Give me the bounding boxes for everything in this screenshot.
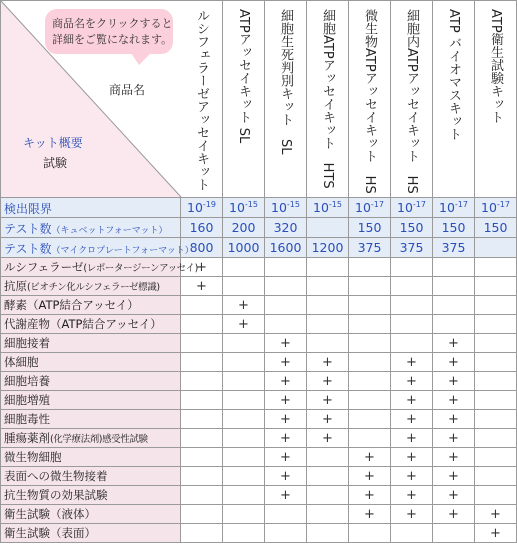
plus-mark: + [406, 354, 417, 370]
plus-mark: + [322, 430, 333, 446]
applicability-cell [307, 410, 349, 429]
cuvette-test-count: 150 [433, 218, 475, 238]
applicability-cell [265, 391, 307, 410]
applicability-cell [181, 315, 223, 334]
test-label-cell [1, 429, 181, 448]
plus-mark: + [490, 525, 501, 541]
applicability-cell [349, 486, 391, 505]
product-link[interactable]: 細胞内ATPアッセイキット HS [404, 9, 419, 194]
detection-exponent: -17 [496, 199, 510, 209]
test-label-cell [1, 467, 181, 486]
applicability-cell [265, 258, 307, 277]
plus-mark: + [238, 316, 249, 332]
microplate-test-count: 375 [349, 238, 391, 258]
detection-limit-cell [265, 198, 307, 218]
detection-exponent: -15 [244, 199, 258, 209]
detection-base: 10 [313, 200, 329, 216]
test-row [1, 296, 517, 315]
applicability-cell [265, 505, 307, 524]
applicability-cell [475, 353, 517, 372]
test-row [1, 353, 517, 372]
plus-mark: + [448, 449, 459, 465]
applicability-cell [181, 410, 223, 429]
applicability-cell [265, 296, 307, 315]
cuvette-test-count: 320 [265, 218, 307, 238]
plus-mark: + [196, 259, 207, 275]
applicability-cell [181, 277, 223, 296]
detection-exponent: -17 [412, 199, 426, 209]
detection-exponent: -17 [370, 199, 384, 209]
applicability-cell [265, 410, 307, 429]
test-label: 細胞培養 [4, 374, 50, 388]
applicability-cell [391, 429, 433, 448]
detection-exponent: -17 [454, 199, 468, 209]
test-row [1, 505, 517, 524]
applicability-cell [433, 448, 475, 467]
detection-limit-cell [307, 198, 349, 218]
cuvette-test-count: 150 [391, 218, 433, 238]
detection-exponent: -15 [286, 199, 300, 209]
test-label-cell [1, 448, 181, 467]
plus-mark: + [280, 468, 291, 484]
test-row [1, 429, 517, 448]
plus-mark: + [280, 411, 291, 427]
plus-mark: + [322, 373, 333, 389]
test-label: 試験 [43, 156, 68, 170]
applicability-cell [223, 315, 265, 334]
product-link[interactable]: ATPアッセイキット SL [236, 9, 251, 144]
plus-mark: + [406, 506, 417, 522]
product-header-cell [181, 1, 223, 198]
detection-limit-label: 検出限界 [1, 198, 181, 218]
applicability-cell [265, 524, 307, 543]
plus-mark: + [406, 373, 417, 389]
applicability-cell [265, 334, 307, 353]
test-label: ルシフェラーゼ [4, 260, 84, 274]
applicability-cell [307, 391, 349, 410]
applicability-cell [265, 372, 307, 391]
applicability-cell [349, 391, 391, 410]
test-label-cell [1, 277, 181, 296]
applicability-cell [181, 296, 223, 315]
applicability-cell [391, 505, 433, 524]
applicability-cell [475, 429, 517, 448]
microplate-test-count: 375 [391, 238, 433, 258]
applicability-cell [265, 429, 307, 448]
applicability-cell [475, 296, 517, 315]
applicability-cell [265, 448, 307, 467]
applicability-cell [433, 296, 475, 315]
plus-mark: + [238, 297, 249, 313]
applicability-cell [223, 486, 265, 505]
applicability-cell [181, 429, 223, 448]
applicability-cell [349, 315, 391, 334]
detection-limit-cell [181, 198, 223, 218]
plus-mark: + [364, 487, 375, 503]
plus-mark: + [280, 354, 291, 370]
plus-mark: + [280, 392, 291, 408]
product-header-cell [265, 1, 307, 198]
plus-mark: + [448, 392, 459, 408]
applicability-cell [433, 334, 475, 353]
plus-mark: + [448, 354, 459, 370]
applicability-cell [307, 353, 349, 372]
applicability-cell [223, 429, 265, 448]
applicability-cell [307, 486, 349, 505]
microplate-test-count: 800 [181, 238, 223, 258]
test-row [1, 467, 517, 486]
applicability-cell [349, 353, 391, 372]
applicability-cell [475, 277, 517, 296]
detection-limit-cell [391, 198, 433, 218]
plus-mark: + [280, 373, 291, 389]
plus-mark: + [448, 373, 459, 389]
test-row [1, 372, 517, 391]
plus-mark: + [322, 411, 333, 427]
plus-mark: + [364, 506, 375, 522]
test-label-cell [1, 372, 181, 391]
applicability-cell [223, 258, 265, 277]
applicability-cell [223, 353, 265, 372]
detection-base: 10 [187, 200, 203, 216]
applicability-cell [307, 467, 349, 486]
microplate-test-count: 1600 [265, 238, 307, 258]
plus-mark: + [406, 392, 417, 408]
detection-base: 10 [229, 200, 245, 216]
applicability-cell [181, 448, 223, 467]
applicability-cell [181, 467, 223, 486]
test-row [1, 448, 517, 467]
applicability-cell [349, 334, 391, 353]
test-row [1, 258, 517, 277]
applicability-cell [433, 353, 475, 372]
plus-mark: + [448, 411, 459, 427]
plus-mark: + [364, 468, 375, 484]
test-label-cell [1, 505, 181, 524]
test-row [1, 315, 517, 334]
applicability-cell [349, 258, 391, 277]
test-label-cell [1, 524, 181, 543]
detection-base: 10 [397, 200, 413, 216]
product-link[interactable]: ルシフェラーゼアッセイキット [194, 9, 209, 191]
applicability-cell [181, 353, 223, 372]
applicability-cell [475, 410, 517, 429]
applicability-cell [349, 296, 391, 315]
applicability-cell [223, 296, 265, 315]
plus-mark: + [280, 449, 291, 465]
plus-mark: + [406, 468, 417, 484]
applicability-cell [475, 467, 517, 486]
cuvette-test-count: 150 [475, 218, 517, 238]
detection-limit-cell [475, 198, 517, 218]
cuvette-tests-label: テスト数（キュベットフォーマット） [1, 218, 181, 238]
product-header-cell [475, 1, 517, 198]
applicability-cell [307, 296, 349, 315]
product-name-label: 商品名 [109, 83, 146, 97]
test-label-cell [1, 410, 181, 429]
applicability-cell [181, 334, 223, 353]
microplate-test-count: 1200 [307, 238, 349, 258]
applicability-cell [475, 524, 517, 543]
test-label: 微生物細胞 [4, 450, 62, 464]
applicability-cell [349, 277, 391, 296]
applicability-cell [307, 448, 349, 467]
microplate-test-count [475, 238, 517, 258]
applicability-cell [181, 505, 223, 524]
applicability-cell [223, 448, 265, 467]
test-label-cell [1, 315, 181, 334]
plus-mark: + [448, 468, 459, 484]
applicability-cell [307, 372, 349, 391]
plus-mark: + [322, 392, 333, 408]
applicability-cell [265, 277, 307, 296]
product-link[interactable]: 細胞生死判別キット SL [278, 9, 293, 155]
test-label: 細胞毒性 [4, 412, 50, 426]
test-label-note: (レポータージーンアッセイ) [83, 263, 198, 274]
applicability-cell [433, 410, 475, 429]
applicability-cell [307, 277, 349, 296]
applicability-cell [181, 524, 223, 543]
applicability-cell [349, 429, 391, 448]
test-label-cell [1, 486, 181, 505]
plus-mark: + [448, 430, 459, 446]
test-label: 細胞接着 [4, 336, 50, 350]
applicability-cell [307, 524, 349, 543]
applicability-cell [223, 410, 265, 429]
applicability-cell [349, 410, 391, 429]
applicability-cell [475, 505, 517, 524]
test-label: 体細胞 [4, 355, 39, 369]
applicability-cell [475, 391, 517, 410]
test-label-cell [1, 296, 181, 315]
applicability-cell [475, 486, 517, 505]
hint-line-2: 詳細をご覧になれます。 [52, 33, 173, 46]
plus-mark: + [196, 278, 207, 294]
applicability-cell [391, 410, 433, 429]
test-label-note: (化学療法剤)感受性試験 [50, 434, 148, 445]
applicability-cell [223, 372, 265, 391]
kit-overview-label: キット概要 [23, 136, 83, 150]
detection-limit-cell [223, 198, 265, 218]
applicability-cell [475, 334, 517, 353]
plus-mark: + [448, 487, 459, 503]
header-corner [1, 1, 181, 198]
applicability-cell [391, 258, 433, 277]
plus-mark: + [406, 449, 417, 465]
applicability-cell [349, 467, 391, 486]
test-row [1, 410, 517, 429]
applicability-cell [391, 353, 433, 372]
applicability-cell [349, 448, 391, 467]
test-row [1, 486, 517, 505]
product-header-cell [223, 1, 265, 198]
product-link[interactable]: 細胞ATPアッセイキット HTS [320, 9, 335, 189]
product-header-cell [349, 1, 391, 198]
detection-base: 10 [355, 200, 371, 216]
applicability-cell [223, 334, 265, 353]
applicability-cell [265, 353, 307, 372]
hint-line-1: 商品名をクリックすると [52, 17, 173, 30]
applicability-cell [391, 277, 433, 296]
detection-base: 10 [439, 200, 455, 216]
test-label-cell [1, 258, 198, 277]
test-label: 代謝産物（ATP結合アッセイ） [4, 317, 162, 331]
cuvette-test-count: 200 [223, 218, 265, 238]
applicability-cell [181, 372, 223, 391]
plus-mark: + [280, 335, 291, 351]
applicability-cell [265, 486, 307, 505]
applicability-cell [391, 334, 433, 353]
plus-mark: + [448, 506, 459, 522]
applicability-cell [475, 448, 517, 467]
microplate-test-count: 375 [433, 238, 475, 258]
test-label-note: (ビオチン化ルシフェラーゼ標識) [27, 282, 160, 293]
applicability-cell [391, 372, 433, 391]
applicability-cell [391, 296, 433, 315]
applicability-cell [223, 524, 265, 543]
applicability-cell [391, 448, 433, 467]
detection-limit-cell [349, 198, 391, 218]
applicability-cell [475, 315, 517, 334]
applicability-cell [433, 315, 475, 334]
applicability-cell [307, 429, 349, 448]
hint-bubble-tail [131, 53, 151, 65]
applicability-cell [433, 277, 475, 296]
test-label: 衛生試験（液体） [4, 507, 96, 521]
applicability-cell [223, 277, 265, 296]
microplate-test-count: 1000 [223, 238, 265, 258]
applicability-cell [391, 467, 433, 486]
test-row [1, 277, 517, 296]
test-label: 細胞増殖 [4, 393, 50, 407]
detection-exponent: -19 [202, 199, 216, 209]
cuvette-test-count: 160 [181, 218, 223, 238]
plus-mark: + [448, 335, 459, 351]
product-link[interactable]: 微生物ATPアッセイキット HS [362, 9, 377, 194]
plus-mark: + [406, 411, 417, 427]
test-label: 腫瘍薬剤 [4, 431, 50, 445]
applicability-cell [433, 467, 475, 486]
applicability-cell [391, 315, 433, 334]
product-header-cell [391, 1, 433, 198]
applicability-cell [349, 505, 391, 524]
applicability-cell [433, 486, 475, 505]
applicability-cell [391, 524, 433, 543]
test-label: 表面への微生物接着 [4, 469, 108, 483]
applicability-cell [307, 315, 349, 334]
product-link[interactable]: ATP衛生試験キット [488, 9, 503, 124]
applicability-cell [349, 372, 391, 391]
test-row [1, 391, 517, 410]
applicability-cell [307, 505, 349, 524]
applicability-cell [181, 391, 223, 410]
test-label-cell [1, 391, 181, 410]
plus-mark: + [280, 430, 291, 446]
hint-text [52, 16, 176, 48]
test-label: 酵素（ATP結合アッセイ） [4, 298, 139, 312]
test-label-cell [1, 353, 181, 372]
detection-limit-cell [433, 198, 475, 218]
detection-base: 10 [271, 200, 287, 216]
product-link[interactable]: ATP バイオマスキット [446, 9, 461, 141]
plus-mark: + [406, 487, 417, 503]
applicability-cell [475, 258, 517, 277]
applicability-cell [475, 372, 517, 391]
plus-mark: + [490, 506, 501, 522]
cuvette-test-count [307, 218, 349, 238]
applicability-cell [307, 334, 349, 353]
applicability-cell [433, 258, 475, 277]
applicability-cell [265, 315, 307, 334]
plus-mark: + [322, 354, 333, 370]
test-label: 抗原 [4, 279, 27, 293]
test-label-cell [1, 334, 181, 353]
applicability-cell [433, 429, 475, 448]
applicability-cell [433, 391, 475, 410]
applicability-cell [223, 467, 265, 486]
applicability-cell [349, 524, 391, 543]
applicability-cell [433, 505, 475, 524]
applicability-cell [265, 467, 307, 486]
detection-base: 10 [481, 200, 497, 216]
applicability-cell [433, 524, 475, 543]
test-row [1, 334, 517, 353]
test-row [1, 524, 517, 543]
microplate-tests-label: テスト数（マイクロプレートフォーマット） [1, 238, 181, 258]
applicability-cell [223, 391, 265, 410]
plus-mark: + [406, 430, 417, 446]
product-header-cell [307, 1, 349, 198]
applicability-cell [391, 391, 433, 410]
applicability-cell [307, 258, 349, 277]
detection-exponent: -15 [328, 199, 342, 209]
applicability-cell [433, 372, 475, 391]
cuvette-test-count: 150 [349, 218, 391, 238]
applicability-cell [391, 486, 433, 505]
test-label: 衛生試験（表面） [4, 526, 96, 540]
product-header-cell [433, 1, 475, 198]
plus-mark: + [280, 487, 291, 503]
applicability-cell [223, 505, 265, 524]
test-label: 抗生物質の効果試験 [4, 488, 108, 502]
plus-mark: + [364, 449, 375, 465]
applicability-cell [181, 486, 223, 505]
